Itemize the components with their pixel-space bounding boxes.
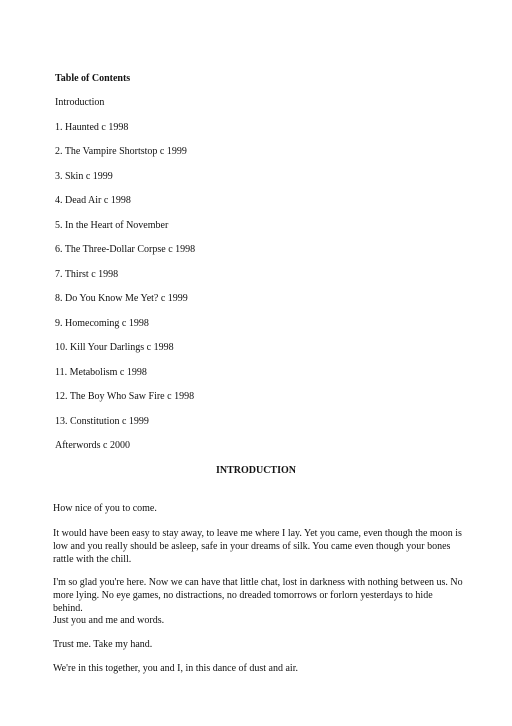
toc-item-5[interactable]: 5. In the Heart of November xyxy=(55,219,169,231)
toc-item-1[interactable]: 1. Haunted c 1998 xyxy=(55,121,129,133)
toc-title: Table of Contents xyxy=(55,73,131,84)
toc-item-11[interactable]: 11. Metabolism c 1998 xyxy=(55,366,147,378)
toc-item-3[interactable]: 3. Skin c 1999 xyxy=(55,170,113,182)
toc-item-10[interactable]: 10. Kill Your Darlings c 1998 xyxy=(55,342,174,353)
toc-item-8[interactable]: 8. Do You Know Me Yet? c 1999 xyxy=(55,293,188,304)
introduction-heading: INTRODUCTION xyxy=(215,465,296,476)
intro-paragraph: I'm so glad you're here. Now we can have that little chat, lost in darkness with nothing between us. No more lying. No eye games, no distractions, no dreaded tomorrows or forlorn yesterdays to hide behind. xyxy=(53,577,463,614)
toc-item-9[interactable]: 9. Homecoming c 1998 xyxy=(55,317,149,329)
intro-paragraph: Trust me. Take my hand. xyxy=(53,639,153,650)
intro-paragraph: How nice of you to come. xyxy=(53,503,157,514)
intro-paragraph: It would have been easy to stay away, to leave me where I lay. Yet you came, even though the moon is low and you really should be asleep, safe in your dreams of silk. You came even though your bones rattle with the chill. xyxy=(53,528,462,565)
intro-paragraph: We're in this together, you and I, in this dance of dust and air. xyxy=(53,663,298,674)
toc-item-7[interactable]: 7. Thirst c 1998 xyxy=(55,268,119,280)
toc-item-introduction[interactable]: Introduction xyxy=(55,97,105,108)
toc-item-2[interactable]: 2. The Vampire Shortstop c 1999 xyxy=(55,146,187,157)
toc-item-4[interactable]: 4. Dead Air c 1998 xyxy=(55,195,131,206)
toc-item-13[interactable]: 13. Constitution c 1999 xyxy=(55,415,149,427)
toc-item-12[interactable]: 12. The Boy Who Saw Fire c 1998 xyxy=(55,391,195,402)
toc-list xyxy=(55,97,195,465)
toc-item-afterwords[interactable]: Afterwords c 2000 xyxy=(55,440,130,451)
intro-paragraph: Just you and me and words. xyxy=(53,615,165,626)
toc-item-6[interactable]: 6. The Three-Dollar Corpse c 1998 xyxy=(55,244,196,255)
